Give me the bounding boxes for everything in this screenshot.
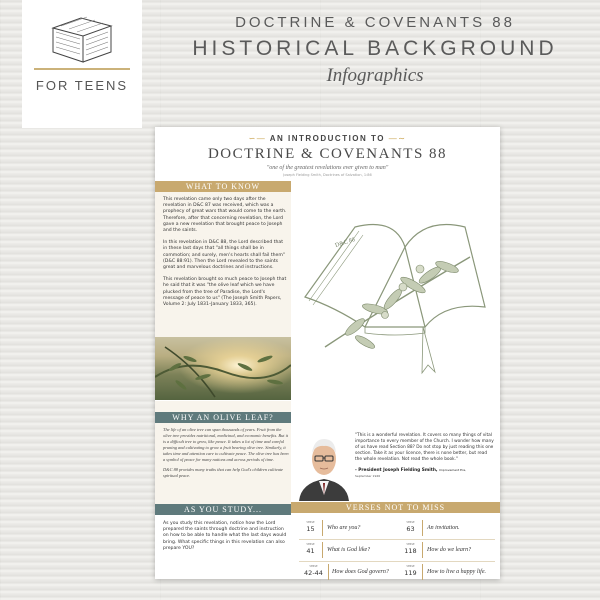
infographic-sheet (155, 127, 500, 579)
verse-item (299, 564, 397, 582)
verse-item (399, 542, 497, 560)
bible-label: D&C 88 (334, 236, 356, 250)
verse-number-value: 119 (404, 569, 417, 577)
olive-leaf-heading: WHY AN OLIVE LEAF? (155, 412, 291, 423)
header-line-2: HISTORICAL BACKGROUND (192, 37, 558, 60)
verse-text: How do we learn? (427, 547, 472, 553)
verse-text: What is God like? (327, 547, 371, 553)
verse-number (399, 520, 423, 536)
tab-divider (34, 68, 130, 70)
verse-divider (299, 539, 495, 540)
what-to-know-paragraph: In this revelation in D&C 88, the Lord described that in these last days that "all things shall be in commotion; and surely, men's hearts shall fail them" (D&C 88:91). Then the Lord revealed to the saints great and marvelous doctrines and instructions. (163, 240, 285, 271)
flourish-left-icon: ∽— (248, 134, 267, 143)
verse-number (299, 520, 323, 536)
olive-leaf-paragraph: D&C 88 provides many truths that can help God's children cultivate spiritual peace. (163, 467, 284, 478)
verse-item (399, 520, 497, 538)
verse-text: How to live a happy life. (427, 569, 486, 575)
flourish-right-icon: —∼ (388, 134, 407, 143)
header-line-1: DOCTRINE & COVENANTS 88 (235, 14, 515, 31)
document-citation: Joseph Fielding Smith, Doctrines of Salvation, 1:86 (283, 173, 372, 177)
document-quote: "one of the greatest revelations ever given to man" (266, 165, 389, 171)
verse-label: VERSE (406, 521, 415, 524)
prophet-quote-author (355, 468, 495, 473)
prophet-quote-author-name: - President Joseph Fielding Smith, (355, 467, 438, 473)
verse-text: Who are you? (327, 525, 361, 531)
olive-leaf-body (163, 427, 289, 479)
as-you-study-heading: AS YOU STUDY... (155, 504, 291, 515)
verse-label: VERSE (406, 543, 415, 546)
verse-number-value: 15 (306, 525, 315, 533)
verse-number-value: 41 (306, 547, 315, 555)
verse-number-value: 63 (406, 525, 415, 533)
verse-text: An invitation. (427, 525, 460, 531)
verse-number (399, 542, 423, 558)
verse-text: How does God govern? (332, 569, 389, 575)
prophet-quote-text: "This is a wonderful revelation. It covers so many things of vital importance to every member of the Church. I wonder how many of us have read Section 88? Do not stop by just reading this one section. Take it as your licence, there is none better, but read the whole revelation. Not read the whole book." (355, 433, 494, 462)
verse-label: VERSE (309, 565, 318, 568)
for-teens-label: FOR TEENS (35, 78, 129, 93)
as-you-study-body: As you study this revelation, notice how the Lord prepared the saints through doctrine and instruction on how to be able to handle what the last days would bring. What specific things in this revelation can also prepare YOU? (163, 521, 287, 551)
prophet-quote-date: September 1926 (355, 473, 381, 478)
page-header (150, 14, 600, 87)
for-teens-tab (22, 0, 142, 128)
olive-branch-image (155, 337, 291, 400)
header-line-3: Infographics (326, 65, 424, 86)
olive-leaf-paragraph: The life of an olive tree can span thousands of years. Fruit from the olive tree provides nutritional, medicinal, and economic benefits. But it is a difficult tree to grow, like peace. It takes a lot of time and careful pruning and cultivating to grow a fruit bearing olive tree. Similarly, it takes time and attention care to cultivate peace. The olive tree has been a symbol of peace for many nations and across periods of time. (163, 427, 289, 462)
verse-number-value: 118 (404, 547, 417, 555)
document-title: DOCTRINE & COVENANTS 88 (207, 146, 448, 162)
verse-number-value: 42-44 (304, 569, 323, 577)
box-sketch-icon (47, 8, 117, 64)
what-to-know-body (163, 197, 287, 314)
verse-label: VERSE (306, 543, 315, 546)
verses-heading: VERSES NOT TO MISS (291, 502, 500, 513)
verse-item (299, 520, 397, 538)
what-to-know-heading: WHAT TO KNOW (155, 181, 291, 192)
verse-label: VERSE (406, 565, 415, 568)
open-bible-olive-sketch (295, 187, 495, 387)
verse-item (299, 542, 397, 560)
prophet-quote-source: Improvement Era, (439, 467, 467, 472)
verse-label: VERSE (306, 521, 315, 524)
what-to-know-paragraph: This revelation came only two days after the revelation in D&C 87 was received, which was a prophecy of great wars that would come to the earth. Therefore, after that concerning revelation, the Lord gave a new revelation that brought peace to Joseph and the saints. (163, 197, 287, 234)
olive-branch-photo (155, 337, 291, 400)
verse-number (399, 564, 423, 580)
prophet-quote-box (355, 433, 495, 478)
what-to-know-paragraph: This revelation brought so much peace to Joseph that he said that it was "the olive leaf which we have plucked from the tree of Paradise, the Lord's message of peace to us" (The Joseph Smith Papers, Volume 2: July 1831–January 1833, 365). (163, 277, 287, 308)
verse-divider (299, 561, 495, 562)
verse-number (299, 564, 329, 580)
verse-item (399, 564, 497, 582)
verse-number (299, 542, 323, 558)
intro-row (155, 134, 500, 143)
prophet-portrait (295, 429, 353, 501)
intro-text: AN INTRODUCTION TO (269, 134, 385, 143)
